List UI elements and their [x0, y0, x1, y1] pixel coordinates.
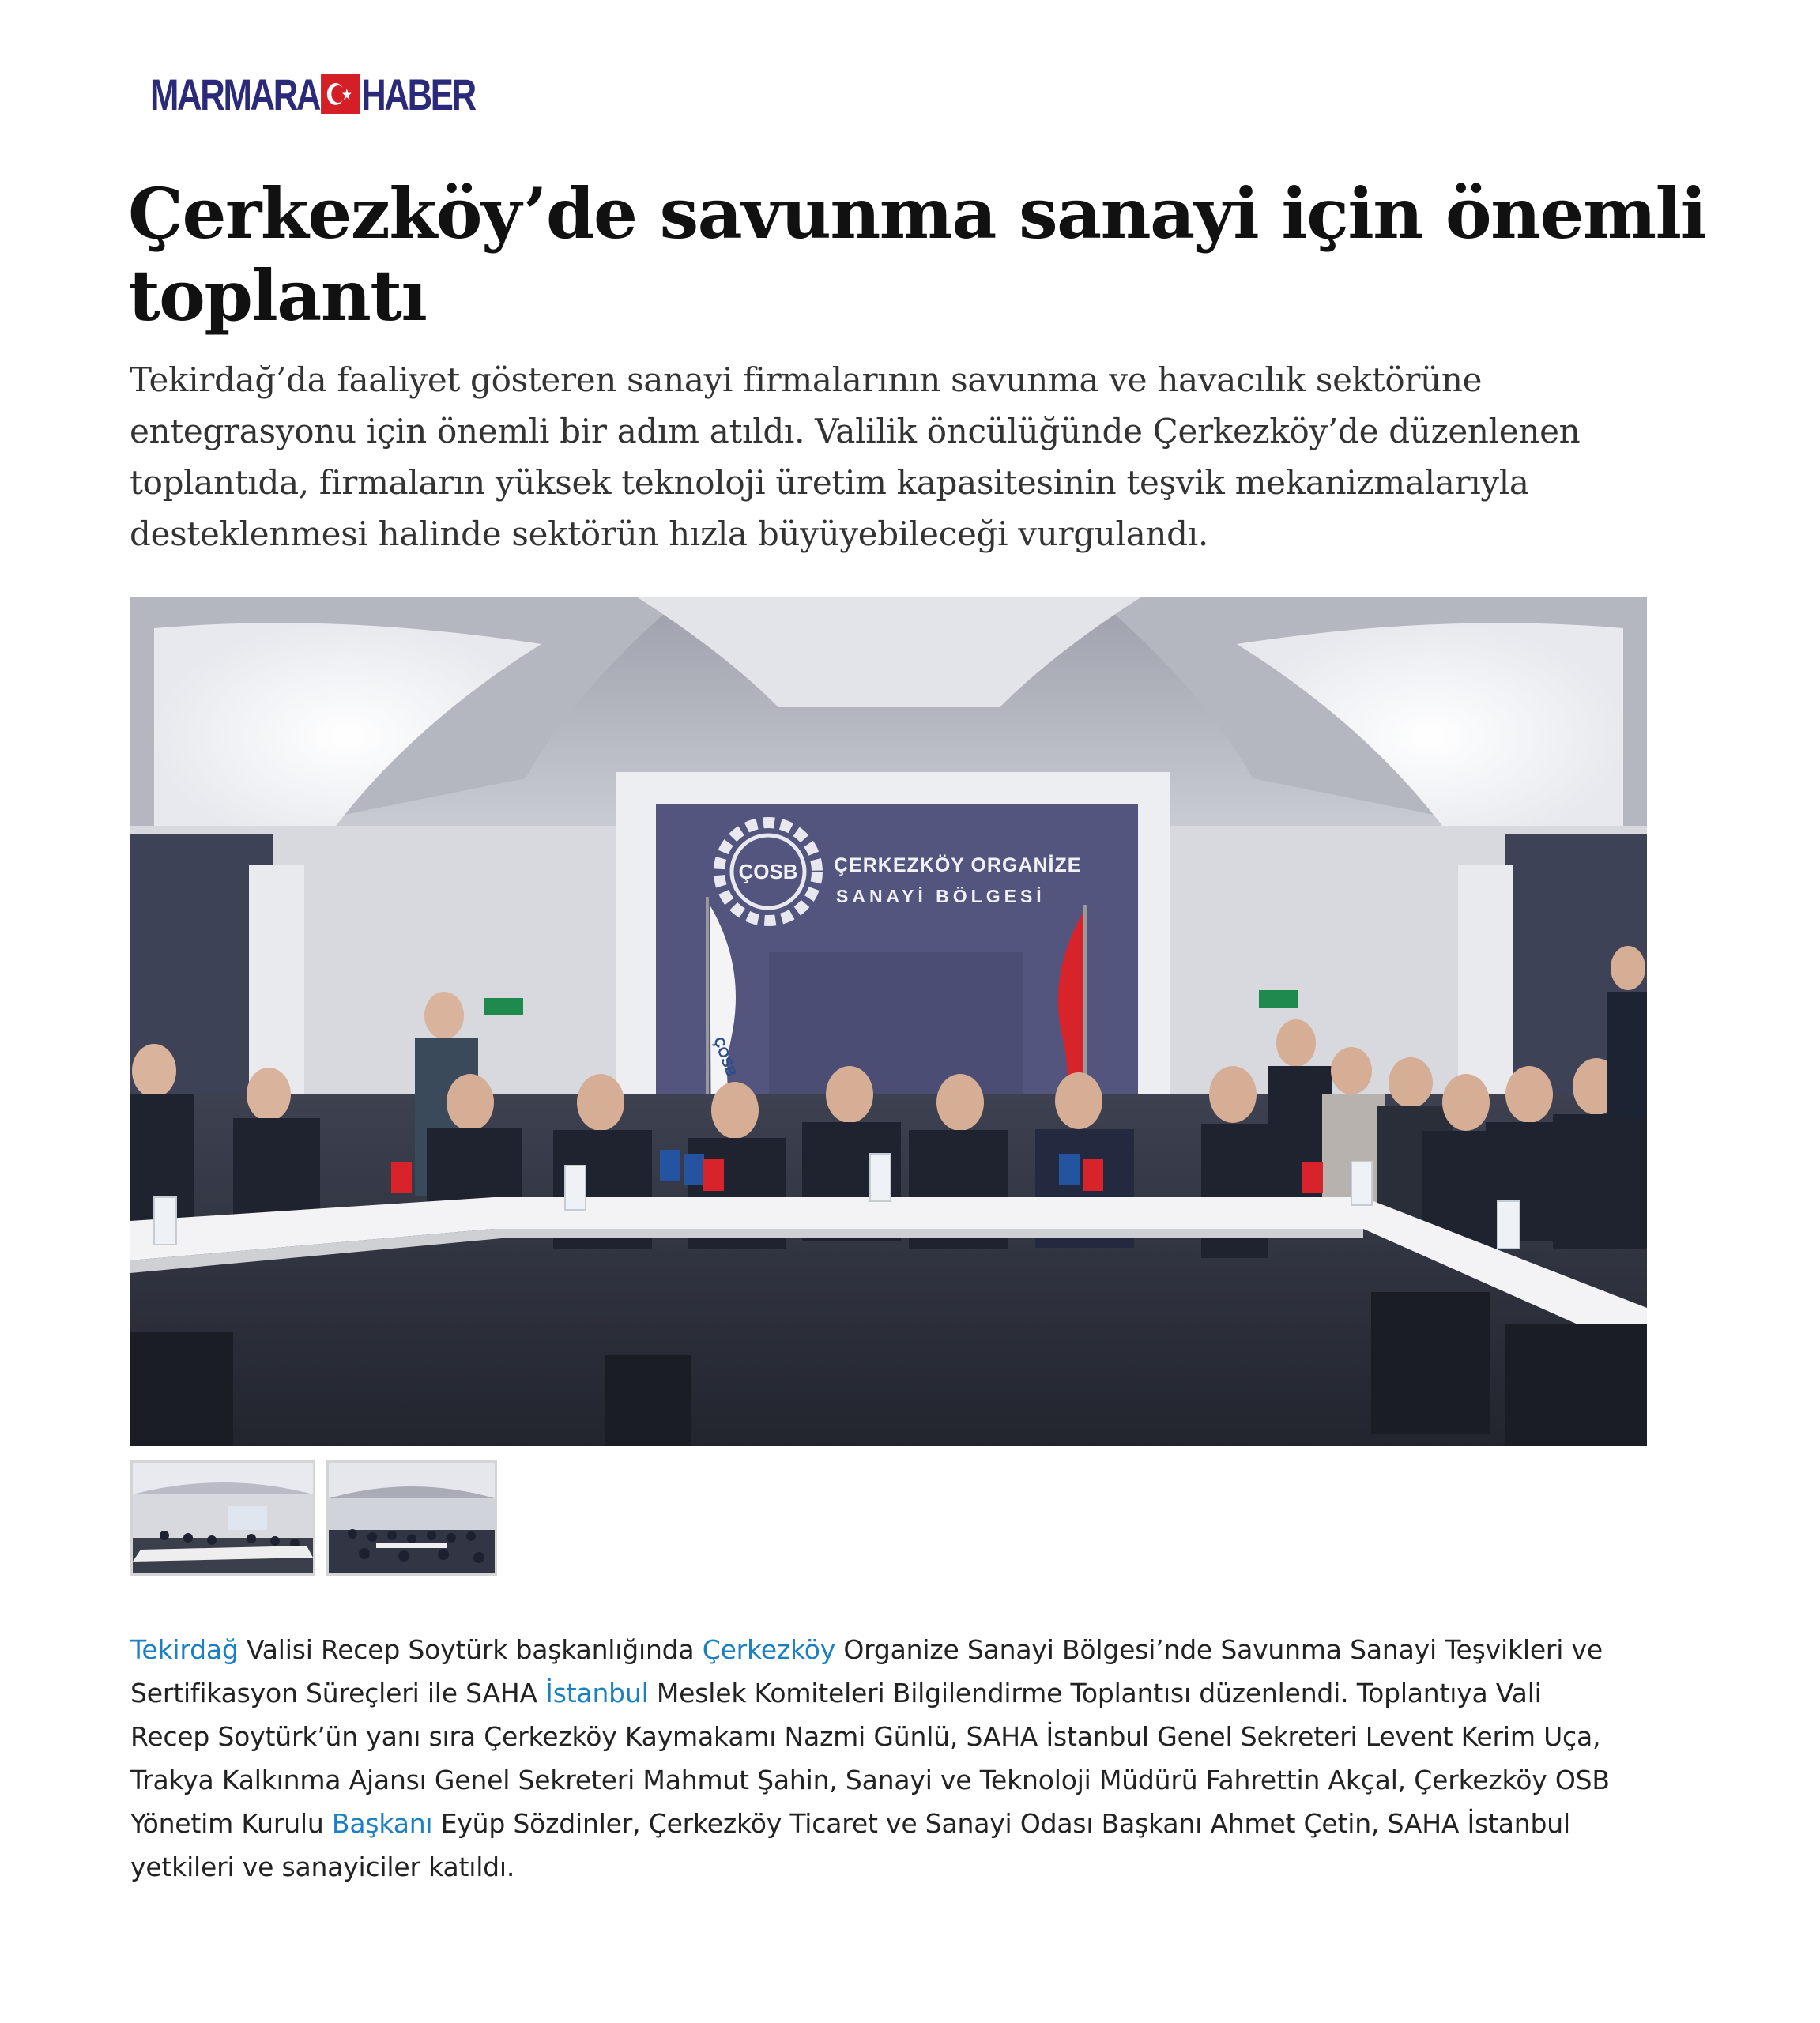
svg-text:ÇOSB: ÇOSB [710, 1034, 740, 1079]
body-segment-1: Valisi Recep Soytürk başkanlığında [238, 1634, 703, 1665]
wall-logo-abbr: ÇOSB [738, 860, 798, 883]
logo-text-left: MARMARA [150, 69, 320, 119]
link-baskani[interactable]: Başkanı [331, 1808, 433, 1839]
link-istanbul[interactable]: İstanbul [545, 1678, 649, 1708]
logo-text-right: HABER [361, 69, 475, 119]
body-segment-4: Eyüp Sözdinler, Çerkezköy Ticaret ve Sanayi Odası Başkanı Ahmet Çetin, SAHA İstanbul yetkileri ve sanayiciler katıldı. [130, 1808, 1570, 1882]
body-segment-2: Organize Sanayi Bölgesi’nde Savunma Sanayi Teşvikleri ve Sertifikasyon Süreçleri ile SAHA [130, 1634, 1603, 1708]
wall-logo-line1: ÇERKEZKÖY ORGANİZE [834, 854, 1082, 876]
turkish-flag-icon [321, 74, 360, 114]
gallery-thumbnail-1[interactable] [130, 1460, 315, 1576]
body-segment-3: Meslek Komiteleri Bilgilendirme Toplantısı düzenlendi. Toplantıya Vali Recep Soytürk’ün yanı sıra Çerkezköy Kaymakamı Nazmi Günlü, SAHA İstanbul Genel Sekreteri Levent Kerim Uça, Trakya Kalkınma Ajansı Genel Sekreteri Mahmut Şahin, Sanayi ve Teknoloji Müdürü Fahrettin Akçal, Çerkezköy OSB Yönetim Kurulu [130, 1678, 1610, 1839]
site-logo[interactable] [150, 70, 567, 119]
link-cerkezkoy[interactable]: Çerkezköy [702, 1634, 836, 1665]
article-body [130, 1628, 1624, 1889]
gallery-thumbnail-2[interactable] [326, 1460, 497, 1576]
article-main-photo[interactable] [130, 597, 1647, 1446]
link-tekirdag[interactable]: Tekirdağ [130, 1634, 239, 1665]
wall-logo-line2: SANAYİ BÖLGESİ [836, 886, 1046, 906]
article-summary: Tekirdağ’da faaliyet gösteren sanayi firmalarının savunma ve havacılık sektörüne entegrasyonu için önemli bir adım atıldı. Valilik öncülüğünde Çerkezköy’de düzenlenen toplantıda, firmaların yüksek teknoloji üretim kapasitesinin teşvik mekanizmalarıyla desteklenmesi halinde sektörün hızla büyüyebileceği vurgulandı. [130, 360, 1581, 553]
article-title: Çerkezköy’de savunma sanayi için önemli toplantı [128, 172, 1706, 337]
